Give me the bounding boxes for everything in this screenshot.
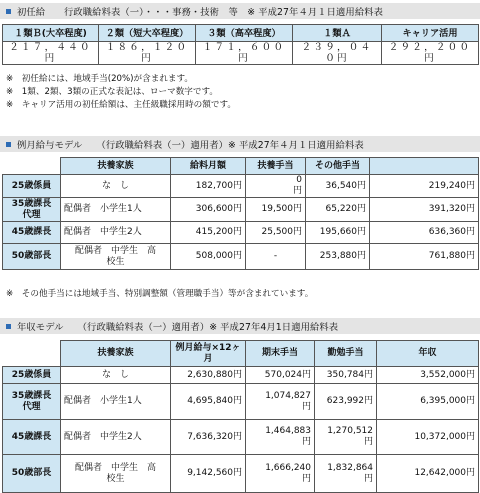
table-header-row (3, 341, 479, 367)
total-cell: 636,360円 (370, 222, 479, 244)
dependent-allowance-cell: 0 円 (246, 175, 306, 198)
other-allowance-cell: 65,220円 (306, 198, 370, 222)
family-cell: 配偶者 中学生 高 校生 (61, 244, 171, 270)
bullet-square-icon (6, 324, 11, 329)
annual-income-cell: 10,372,000円 (377, 420, 479, 455)
salary-cell: 182,700円 (171, 175, 246, 198)
starting-salary-table (2, 24, 479, 65)
row-label: 45歳課長 (3, 420, 61, 455)
salary-value: ２１７，４４０円 (3, 42, 99, 65)
header-cell: ３類（高卒程度） (196, 25, 293, 42)
term-end-allowance-cell: 1,666,240 円 (246, 455, 315, 493)
total-cell: 391,320円 (370, 198, 479, 222)
row-label: 25歳係員 (3, 175, 61, 198)
header-cell: １類Ｂ(大卒程度) (3, 25, 99, 42)
header-cell: 扶養家族 (61, 341, 171, 367)
total-cell: 761,880円 (370, 244, 479, 270)
table-row (3, 42, 479, 65)
header-cell: 例月給与×12ヶ 月 (171, 341, 246, 367)
monthly-salary-table (2, 157, 479, 270)
annual-income-cell: 12,642,000円 (377, 455, 479, 493)
family-cell: 配偶者 小学生1人 (61, 384, 171, 420)
note-line: ※ キャリア活用の初任給額は、主任級職採用時の額です。 (6, 100, 236, 110)
table-row (3, 222, 479, 244)
header-cell: １類Ａ (293, 25, 382, 42)
empty-corner-cell (3, 341, 61, 367)
note-line: ※ 1類、2類、3類の正式な表記は、ローマ数字です。 (6, 87, 218, 97)
dependent-allowance-cell: 19,500円 (246, 198, 306, 222)
annual-income-table (2, 340, 479, 493)
section-header-starting-salary (0, 3, 480, 19)
header-cell: 扶養家族 (61, 158, 171, 175)
dependent-allowance-cell: - (246, 244, 306, 270)
header-cell: 年収 (377, 341, 479, 367)
family-cell: な し (61, 367, 171, 384)
note-line: ※ その他手当には地域手当、特別調整額（管理職手当）等が含まれています。 (6, 289, 314, 299)
salary-value: ２３９，０４０円 (293, 42, 382, 65)
annual-income-cell: 3,552,000円 (377, 367, 479, 384)
header-cell: 給料月額 (171, 158, 246, 175)
table-header-row (3, 158, 479, 175)
empty-corner-cell (3, 158, 61, 175)
bullet-square-icon (6, 9, 11, 14)
monthly-x12-cell: 4,695,840円 (171, 384, 246, 420)
table-header-row (3, 25, 479, 42)
header-cell: 勤勉手当 (315, 341, 377, 367)
section-header-annual-model (0, 318, 480, 334)
table-row (3, 175, 479, 198)
family-cell: 配偶者 中学生2人 (61, 222, 171, 244)
diligence-allowance-cell: 350,784円 (315, 367, 377, 384)
salary-value: １７１，６００円 (196, 42, 293, 65)
salary-cell: 415,200円 (171, 222, 246, 244)
monthly-x12-cell: 7,636,320円 (171, 420, 246, 455)
total-cell: 219,240円 (370, 175, 479, 198)
diligence-allowance-cell: 623,992円 (315, 384, 377, 420)
row-label: 50歳部長 (3, 244, 61, 270)
row-label: 35歳課長 代理 (3, 384, 61, 420)
other-allowance-cell: 253,880円 (306, 244, 370, 270)
starting-salary-notes (6, 73, 236, 112)
family-cell: な し (61, 175, 171, 198)
annual-income-cell: 6,395,000円 (377, 384, 479, 420)
table-row (3, 367, 479, 384)
table-row (3, 384, 479, 420)
family-cell: 配偶者 中学生 高 校生 (61, 455, 171, 493)
salary-value: ２９２，２００円 (382, 42, 479, 65)
header-cell: ２類（短大卒程度） (99, 25, 196, 42)
diligence-allowance-cell: 1,270,512 円 (315, 420, 377, 455)
family-cell: 配偶者 小学生1人 (61, 198, 171, 222)
row-label: 50歳部長 (3, 455, 61, 493)
salary-value: １８６，１２０円 (99, 42, 196, 65)
section-title: 初任給 行政職給料表（一）・・・事務・技術 等 ※ 平成27年４月１日適用給料表 (17, 7, 384, 18)
row-label: 35歳課長 代理 (3, 198, 61, 222)
section-title: 例月給与モデル （行政職給料表（一）適用者）※ 平成27年４月１日適用給料表 (17, 140, 364, 151)
section-title: 年収モデル （行政職給料表（一）適用者）※ 平成27年4月1日適用給料表 (17, 322, 339, 333)
diligence-allowance-cell: 1,832,864 円 (315, 455, 377, 493)
table-row (3, 455, 479, 493)
header-cell: キャリア活用 (382, 25, 479, 42)
monthly-x12-cell: 2,630,880円 (171, 367, 246, 384)
row-label: 45歳課長 (3, 222, 61, 244)
section-header-monthly-model (0, 136, 480, 152)
salary-cell: 508,000円 (171, 244, 246, 270)
term-end-allowance-cell: 1,074,827 円 (246, 384, 315, 420)
bullet-square-icon (6, 142, 11, 147)
header-cell: 期末手当 (246, 341, 315, 367)
table-row (3, 420, 479, 455)
monthly-model-note (6, 288, 313, 301)
table-row (3, 244, 479, 270)
family-cell: 配偶者 中学生2人 (61, 420, 171, 455)
term-end-allowance-cell: 570,024円 (246, 367, 315, 384)
row-label: 25歳係員 (3, 367, 61, 384)
term-end-allowance-cell: 1,464,883 円 (246, 420, 315, 455)
header-cell: 扶養手当 (246, 158, 306, 175)
table-row (3, 198, 479, 222)
header-cell: その他手当 (306, 158, 370, 175)
other-allowance-cell: 36,540円 (306, 175, 370, 198)
header-cell (370, 158, 479, 175)
monthly-x12-cell: 9,142,560円 (171, 455, 246, 493)
dependent-allowance-cell: 25,500円 (246, 222, 306, 244)
note-line: ※ 初任給には、地域手当(20%)が含まれます。 (6, 74, 194, 84)
salary-cell: 306,600円 (171, 198, 246, 222)
other-allowance-cell: 195,660円 (306, 222, 370, 244)
